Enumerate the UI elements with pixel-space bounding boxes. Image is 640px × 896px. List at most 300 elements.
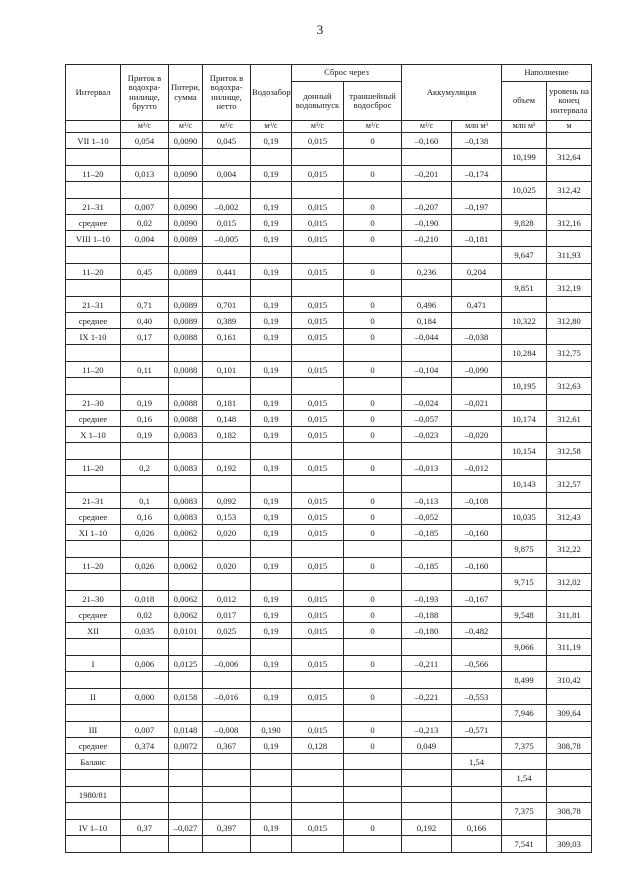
- value-cell: 0,0062: [169, 558, 203, 574]
- interval-cell: IX 1-10: [66, 329, 121, 345]
- empty-cell: [169, 247, 203, 264]
- empty-cell: [292, 247, 344, 264]
- interval-cell: 21–31: [66, 199, 121, 215]
- value-cell: 0,015: [292, 297, 344, 313]
- filling-row: [66, 182, 592, 199]
- value-cell: [344, 787, 402, 803]
- header-accumulation: Аккумуляция: [402, 65, 502, 121]
- interval-cell: среднее: [66, 607, 121, 623]
- empty-cell: [344, 378, 402, 395]
- value-cell: 0,015: [292, 166, 344, 182]
- filling-row: [66, 345, 592, 362]
- table-row: [66, 689, 592, 705]
- value-cell: 0,026: [121, 558, 169, 574]
- empty-cell: [169, 574, 203, 591]
- empty-cell: [502, 166, 547, 182]
- value-cell: –0,211: [402, 656, 452, 672]
- interval-cell: II: [66, 689, 121, 705]
- empty-cell: [502, 395, 547, 411]
- empty-cell: [251, 770, 292, 787]
- value-cell: 0,015: [292, 231, 344, 247]
- empty-cell: [547, 656, 592, 672]
- value-cell: 0,128: [292, 738, 344, 754]
- empty-cell: [402, 803, 452, 820]
- value-cell: –0,188: [402, 607, 452, 623]
- empty-cell: [502, 329, 547, 345]
- table-row: [66, 722, 592, 738]
- value-cell: –0,201: [402, 166, 452, 182]
- value-cell: 0,0083: [169, 509, 203, 525]
- value-cell: –0,221: [402, 689, 452, 705]
- value-cell: 0,17: [121, 329, 169, 345]
- empty-cell: [121, 836, 169, 853]
- value-cell: 0,19: [251, 215, 292, 231]
- empty-cell: [251, 149, 292, 166]
- value-cell: 0: [344, 558, 402, 574]
- value-cell: –0,012: [452, 460, 502, 476]
- filling-row: [66, 443, 592, 460]
- empty-cell: [292, 672, 344, 689]
- page-number: 3: [316, 22, 324, 37]
- empty-cell: [203, 443, 251, 460]
- value-cell: 0,0125: [169, 656, 203, 672]
- header-discharge-via: Сброс через: [292, 65, 402, 82]
- empty-cell: [169, 345, 203, 362]
- value-cell: –0,482: [452, 623, 502, 639]
- value-cell: 0: [344, 264, 402, 280]
- empty-cell: [251, 639, 292, 656]
- value-cell: 0,182: [203, 427, 251, 443]
- value-cell: [292, 787, 344, 803]
- value-cell: 312,16: [547, 215, 592, 231]
- empty-cell: [344, 672, 402, 689]
- value-cell: –0,016: [203, 689, 251, 705]
- value-cell: 0,015: [292, 623, 344, 639]
- empty-cell: [402, 574, 452, 591]
- value-cell: 0,19: [251, 738, 292, 754]
- value-cell: 0: [344, 199, 402, 215]
- empty-cell: [452, 345, 502, 362]
- empty-cell: [344, 280, 402, 297]
- table-row: [66, 231, 592, 247]
- empty-cell: [452, 574, 502, 591]
- value-cell: 0: [344, 362, 402, 378]
- value-cell: –0,160: [402, 133, 452, 149]
- value-cell: –0,193: [402, 591, 452, 607]
- value-cell: –0,005: [203, 231, 251, 247]
- empty-cell: [502, 493, 547, 509]
- value-cell: 0,0101: [169, 623, 203, 639]
- value-cell: 0,0088: [169, 411, 203, 427]
- filling-row: [66, 574, 592, 591]
- value-cell: –0,044: [402, 329, 452, 345]
- empty-cell: [203, 639, 251, 656]
- value-cell: –0,181: [452, 231, 502, 247]
- empty-cell: [251, 705, 292, 722]
- value-cell: 0,015: [203, 215, 251, 231]
- value-cell: 10,322: [502, 313, 547, 329]
- value-cell: 0,101: [203, 362, 251, 378]
- empty-cell: [502, 362, 547, 378]
- empty-cell: [121, 182, 169, 199]
- volume-cell: 9,875: [502, 541, 547, 558]
- value-cell: 0,007: [121, 722, 169, 738]
- value-cell: 0,0158: [169, 689, 203, 705]
- interval-cell: 11–20: [66, 558, 121, 574]
- empty-cell: [251, 443, 292, 460]
- value-cell: [452, 607, 502, 623]
- value-cell: 0,004: [121, 231, 169, 247]
- empty-cell: [344, 639, 402, 656]
- empty-cell: [547, 623, 592, 639]
- empty-cell: [203, 574, 251, 591]
- empty-cell: [547, 133, 592, 149]
- value-cell: 0,19: [251, 264, 292, 280]
- empty-cell: [203, 247, 251, 264]
- interval-cell: 21–30: [66, 591, 121, 607]
- unit-cell: м³/с: [344, 121, 402, 133]
- level-cell: 312,02: [547, 574, 592, 591]
- value-cell: 311,81: [547, 607, 592, 623]
- unit-cell: м³/с: [203, 121, 251, 133]
- value-cell: 0,19: [251, 395, 292, 411]
- interval-cell: среднее: [66, 509, 121, 525]
- empty-cell: [547, 754, 592, 770]
- value-cell: 0,0089: [169, 231, 203, 247]
- value-cell: –0,213: [402, 722, 452, 738]
- filling-row: [66, 476, 592, 493]
- empty-cell: [66, 443, 121, 460]
- value-cell: –0,057: [402, 411, 452, 427]
- value-cell: 10,035: [502, 509, 547, 525]
- empty-cell: [251, 541, 292, 558]
- value-cell: 0,0089: [169, 264, 203, 280]
- level-cell: 312,64: [547, 149, 592, 166]
- value-cell: –0,174: [452, 166, 502, 182]
- empty-cell: [452, 182, 502, 199]
- value-cell: [251, 787, 292, 803]
- value-cell: [121, 787, 169, 803]
- empty-cell: [121, 443, 169, 460]
- value-cell: –0,197: [452, 199, 502, 215]
- filling-row: [66, 149, 592, 166]
- empty-cell: [547, 820, 592, 836]
- empty-cell: [452, 476, 502, 493]
- empty-cell: [169, 280, 203, 297]
- summary-row: [66, 738, 592, 754]
- value-cell: 0,19: [251, 231, 292, 247]
- empty-cell: [121, 770, 169, 787]
- table-row: [66, 591, 592, 607]
- unit-cell: м³/с: [292, 121, 344, 133]
- interval-cell: VII 1–10: [66, 133, 121, 149]
- volume-cell: 7,375: [502, 803, 547, 820]
- value-cell: –0,023: [402, 427, 452, 443]
- value-cell: [169, 754, 203, 770]
- empty-cell: [344, 247, 402, 264]
- value-cell: 0,018: [121, 591, 169, 607]
- filling-row: [66, 280, 592, 297]
- value-cell: 0,148: [203, 411, 251, 427]
- value-cell: 0,0090: [169, 215, 203, 231]
- empty-cell: [402, 345, 452, 362]
- empty-cell: [402, 672, 452, 689]
- value-cell: 0,015: [292, 215, 344, 231]
- empty-cell: [121, 574, 169, 591]
- empty-cell: [292, 770, 344, 787]
- empty-cell: [344, 345, 402, 362]
- empty-cell: [292, 574, 344, 591]
- volume-cell: 10,143: [502, 476, 547, 493]
- value-cell: 0,092: [203, 493, 251, 509]
- value-cell: 0,701: [203, 297, 251, 313]
- value-cell: 0,015: [292, 607, 344, 623]
- empty-cell: [547, 460, 592, 476]
- empty-cell: [292, 639, 344, 656]
- value-cell: 0,015: [292, 411, 344, 427]
- empty-cell: [121, 345, 169, 362]
- value-cell: [251, 754, 292, 770]
- value-cell: [121, 754, 169, 770]
- value-cell: 0,367: [203, 738, 251, 754]
- table-row: [66, 427, 592, 443]
- value-cell: 7,375: [502, 738, 547, 754]
- empty-cell: [169, 803, 203, 820]
- filling-row: [66, 541, 592, 558]
- empty-cell: [502, 525, 547, 541]
- value-cell: 0: [344, 689, 402, 705]
- value-cell: 0,015: [292, 558, 344, 574]
- value-cell: 0,161: [203, 329, 251, 345]
- empty-cell: [169, 182, 203, 199]
- value-cell: 0,015: [292, 460, 344, 476]
- interval-cell: 11–20: [66, 460, 121, 476]
- empty-cell: [452, 280, 502, 297]
- header-bottom-outlet: донный водовыпуск: [292, 82, 344, 121]
- volume-cell: 9,715: [502, 574, 547, 591]
- empty-cell: [169, 836, 203, 853]
- empty-cell: [251, 672, 292, 689]
- value-cell: 0,015: [292, 329, 344, 345]
- value-cell: 0: [344, 231, 402, 247]
- volume-cell: 7,541: [502, 836, 547, 853]
- value-cell: 0,015: [292, 133, 344, 149]
- value-cell: 0: [344, 591, 402, 607]
- empty-cell: [292, 803, 344, 820]
- value-cell: –0,108: [452, 493, 502, 509]
- interval-cell: 11–20: [66, 362, 121, 378]
- units-row: [66, 121, 592, 133]
- volume-cell: 10,199: [502, 149, 547, 166]
- interval-cell: III: [66, 722, 121, 738]
- value-cell: 0,389: [203, 313, 251, 329]
- value-cell: –0,002: [203, 199, 251, 215]
- value-cell: [169, 787, 203, 803]
- interval-cell: XI 1–10: [66, 525, 121, 541]
- value-cell: 0: [344, 738, 402, 754]
- value-cell: 0,236: [402, 264, 452, 280]
- empty-cell: [251, 574, 292, 591]
- value-cell: 0,007: [121, 199, 169, 215]
- empty-cell: [169, 443, 203, 460]
- value-cell: [452, 787, 502, 803]
- value-cell: 0,441: [203, 264, 251, 280]
- empty-cell: [203, 803, 251, 820]
- empty-cell: [292, 345, 344, 362]
- empty-cell: [452, 803, 502, 820]
- empty-cell: [292, 836, 344, 853]
- value-cell: 0,015: [292, 722, 344, 738]
- value-cell: 0,0088: [169, 395, 203, 411]
- value-cell: 0,19: [251, 199, 292, 215]
- value-cell: [203, 754, 251, 770]
- empty-cell: [203, 476, 251, 493]
- summary-row: [66, 509, 592, 525]
- empty-cell: [66, 770, 121, 787]
- value-cell: [452, 509, 502, 525]
- empty-cell: [203, 182, 251, 199]
- empty-cell: [66, 247, 121, 264]
- empty-cell: [344, 149, 402, 166]
- value-cell: 0,015: [292, 820, 344, 836]
- value-cell: 0,153: [203, 509, 251, 525]
- value-cell: 0,020: [203, 525, 251, 541]
- value-cell: 0,19: [251, 427, 292, 443]
- empty-cell: [502, 623, 547, 639]
- value-cell: 0,015: [292, 264, 344, 280]
- empty-cell: [66, 672, 121, 689]
- empty-cell: [203, 836, 251, 853]
- volume-cell: 10,284: [502, 345, 547, 362]
- value-cell: –0,553: [452, 689, 502, 705]
- table-row: [66, 395, 592, 411]
- value-cell: –0,207: [402, 199, 452, 215]
- value-cell: –0,167: [452, 591, 502, 607]
- value-cell: 0: [344, 607, 402, 623]
- value-cell: 0,012: [203, 591, 251, 607]
- value-cell: 0,015: [292, 689, 344, 705]
- empty-cell: [344, 770, 402, 787]
- value-cell: 0,0072: [169, 738, 203, 754]
- empty-cell: [502, 656, 547, 672]
- value-cell: [402, 787, 452, 803]
- summary-row: [66, 607, 592, 623]
- value-cell: 0,015: [292, 395, 344, 411]
- empty-cell: [121, 803, 169, 820]
- empty-cell: [251, 378, 292, 395]
- summary-row: [66, 411, 592, 427]
- value-cell: 0,374: [121, 738, 169, 754]
- empty-cell: [121, 705, 169, 722]
- empty-cell: [502, 689, 547, 705]
- empty-cell: [121, 639, 169, 656]
- empty-cell: [203, 345, 251, 362]
- empty-cell: [292, 541, 344, 558]
- value-cell: 0,184: [402, 313, 452, 329]
- empty-cell: [169, 770, 203, 787]
- value-cell: 0,496: [402, 297, 452, 313]
- value-cell: 0,0089: [169, 297, 203, 313]
- empty-cell: [547, 493, 592, 509]
- value-cell: 0,0088: [169, 362, 203, 378]
- header-interval: Интервал: [66, 65, 121, 121]
- empty-cell: [169, 149, 203, 166]
- empty-cell: [344, 574, 402, 591]
- value-cell: 0,015: [292, 525, 344, 541]
- empty-cell: [292, 705, 344, 722]
- volume-cell: 9,066: [502, 639, 547, 656]
- empty-cell: [121, 280, 169, 297]
- empty-cell: [66, 378, 121, 395]
- value-cell: –0,571: [452, 722, 502, 738]
- empty-cell: [452, 247, 502, 264]
- level-cell: 310,42: [547, 672, 592, 689]
- value-cell: 0,0062: [169, 525, 203, 541]
- value-cell: 312,80: [547, 313, 592, 329]
- empty-cell: [502, 787, 547, 803]
- value-cell: –0,138: [452, 133, 502, 149]
- empty-cell: [121, 672, 169, 689]
- empty-cell: [402, 476, 452, 493]
- value-cell: 0: [344, 395, 402, 411]
- interval-cell: IV 1–10: [66, 820, 121, 836]
- value-cell: 0,0083: [169, 427, 203, 443]
- value-cell: 0,0090: [169, 199, 203, 215]
- value-cell: 0: [344, 493, 402, 509]
- value-cell: –0,027: [169, 820, 203, 836]
- empty-cell: [66, 836, 121, 853]
- interval-cell: 11–20: [66, 166, 121, 182]
- volume-cell: 10,195: [502, 378, 547, 395]
- empty-cell: [251, 836, 292, 853]
- table-row: [66, 754, 592, 770]
- interval-cell: среднее: [66, 313, 121, 329]
- value-cell: 312,61: [547, 411, 592, 427]
- value-cell: 0,2: [121, 460, 169, 476]
- value-cell: 0,1: [121, 493, 169, 509]
- empty-cell: [203, 672, 251, 689]
- summary-row: [66, 313, 592, 329]
- header-trench-spillway: траншейный водосброс: [344, 82, 402, 121]
- empty-cell: [66, 182, 121, 199]
- empty-cell: [66, 639, 121, 656]
- level-cell: 312,22: [547, 541, 592, 558]
- value-cell: 0,19: [251, 166, 292, 182]
- value-cell: 0,19: [251, 607, 292, 623]
- value-cell: 0,204: [452, 264, 502, 280]
- empty-cell: [66, 280, 121, 297]
- empty-cell: [251, 345, 292, 362]
- empty-cell: [121, 476, 169, 493]
- empty-cell: [121, 149, 169, 166]
- empty-cell: [251, 803, 292, 820]
- value-cell: –0,185: [402, 525, 452, 541]
- empty-cell: [547, 231, 592, 247]
- interval-cell: 1980/81: [66, 787, 121, 803]
- value-cell: 0,19: [251, 133, 292, 149]
- value-cell: 0,006: [121, 656, 169, 672]
- value-cell: 0,015: [292, 591, 344, 607]
- header-inflow-net: Приток в водохра-нилище, нетто: [203, 65, 251, 121]
- reservoir-balance-table: [65, 64, 592, 853]
- value-cell: –0,006: [203, 656, 251, 672]
- volume-cell: 10,154: [502, 443, 547, 460]
- filling-row: [66, 803, 592, 820]
- value-cell: 0,035: [121, 623, 169, 639]
- table-row: [66, 656, 592, 672]
- value-cell: 0: [344, 215, 402, 231]
- value-cell: 0,0062: [169, 607, 203, 623]
